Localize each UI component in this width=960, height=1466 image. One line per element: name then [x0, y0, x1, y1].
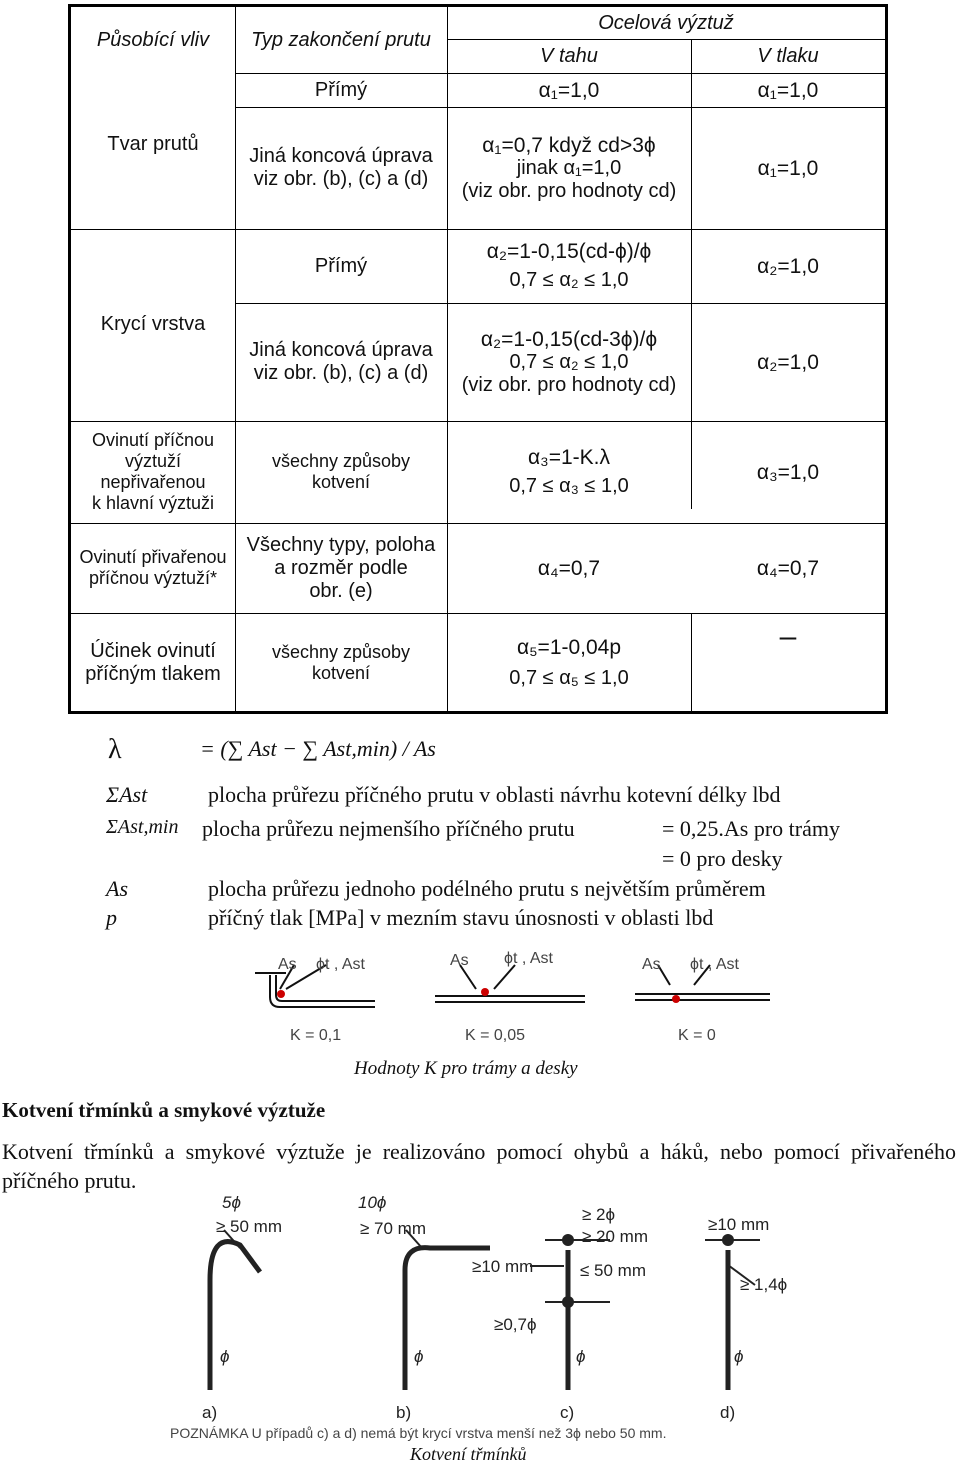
shape-other-compression: α₁=1,0 [757, 156, 819, 180]
p-symbol: p [106, 905, 117, 930]
stirrup-figure-caption: Kotvení třmínků [410, 1444, 527, 1464]
k2-as-label: As [450, 952, 469, 969]
b-bend-label: 10ϕ [358, 1193, 387, 1212]
anchorage-coefficient-table [68, 4, 888, 714]
header-effect: Působící vliv [96, 28, 210, 51]
stirrup-anchorage-figure [160, 1190, 788, 1441]
confinement-welded-type: Všechny typy, poloha a rozměr podle obr. (e) [246, 533, 436, 602]
letter-b: b) [396, 1403, 412, 1422]
shape-other-tension: α₁=0,7 když cd>3ϕ jinak α₁=1,0 (viz obr. pro hodnoty cd) [461, 133, 677, 202]
p-text: příčný tlak [MPa] v mezním stavu únosnosti v oblasti lbd [208, 905, 714, 930]
pressure-type: všechny způsoby kotvení [271, 642, 411, 683]
astmin-text: plocha průřezu nejmenšího příčného prutu [202, 816, 575, 841]
d-right-label: ≥ 1,4ϕ [740, 1275, 788, 1294]
k-value-3: K = 0 [678, 1027, 716, 1044]
k2-ast-label: ϕt , Ast [504, 950, 553, 967]
header-tension: V tahu [540, 44, 598, 67]
c-phi-label: ϕ [576, 1347, 586, 1366]
astmin-beams: = 0,25.As pro trámy [662, 816, 840, 841]
letter-c: c) [560, 1403, 575, 1422]
row-label-shape: Tvar prutů [107, 133, 199, 155]
cover-straight-compression: α₂=1,0 [757, 254, 819, 278]
astmin-slabs: = 0 pro desky [662, 846, 783, 871]
k1-as-label: As [278, 956, 297, 973]
b-phi-label: ϕ [414, 1347, 424, 1366]
cover-other: Jiná koncová úprava viz obr. (b), (c) a (d) [249, 339, 433, 384]
as-symbol: As [106, 876, 128, 901]
c-right-label: ≤ 50 mm [580, 1261, 647, 1280]
k-value-2: K = 0,05 [465, 1027, 526, 1044]
header-bar-end-type: Typ zakončení prutu [251, 28, 431, 51]
a-min-label: ≥ 50 mm [216, 1217, 283, 1236]
k3-ast-label: ϕt , Ast [690, 956, 739, 973]
shape-straight: Přímý [314, 78, 368, 101]
c-top2-label: ≥ 20 mm [582, 1227, 649, 1246]
k1-ast-label: ϕt , Ast [316, 956, 365, 973]
k-value-1: K = 0,1 [290, 1027, 342, 1044]
row-label-confinement-unwelded: Ovinutí příčnou výztuží nepřivařenou k hlavní výztuži [91, 430, 215, 513]
confinement-welded-compression: α₄=0,7 [756, 556, 820, 580]
lambda-formula: = (∑ Ast − ∑ Ast,min) / As [200, 736, 436, 761]
k-values-figure [250, 945, 770, 1050]
cover-other-tension: α₂=1-0,15(cd-3ϕ)/ϕ 0,7 ≤ α₂ ≤ 1,0 (viz obr. pro hodnoty cd) [461, 327, 677, 396]
shape-straight-compression: α₁=1,0 [757, 78, 819, 102]
letter-d: d) [720, 1403, 736, 1422]
cover-straight: Přímý [314, 254, 368, 277]
letter-a: a) [202, 1403, 218, 1422]
d-phi-label: ϕ [734, 1347, 744, 1366]
c-top1-label: ≥ 2ϕ [582, 1205, 616, 1224]
confinement-unwelded-tension: α₃=1-K.λ 0,7 ≤ α₃ ≤ 1,0 [509, 446, 629, 497]
section-paragraph: Kotvení třmínků a smykové výztuže je realizováno pomocí ohybů a háků, nebo pomocí přivařeného příčného prutu. [2, 1139, 956, 1193]
shape-other: Jiná koncová úprava viz obr. (b), (c) a (d) [249, 145, 433, 190]
d-top-label: ≥10 mm [708, 1215, 770, 1234]
k-figure-caption: Hodnoty K pro trámy a desky [354, 1058, 578, 1079]
cover-straight-tension: α₂=1-0,15(cd-ϕ)/ϕ 0,7 ≤ α₂ ≤ 1,0 [486, 240, 652, 291]
row-label-confinement-welded: Ovinutí přivařenou příčnou výztuží* [79, 547, 227, 588]
row-label-pressure: Účinek ovinutí příčným tlakem [85, 640, 221, 685]
pressure-tension: α₅=1-0,04p 0,7 ≤ α₅ ≤ 1,0 [509, 636, 629, 689]
b-min-label: ≥ 70 mm [360, 1219, 427, 1238]
header-steel-reinforcement: Ocelová výztuž [598, 11, 734, 34]
lambda-symbol: λ [108, 734, 122, 765]
k3-as-label: As [642, 956, 661, 973]
pressure-compression: – [779, 620, 797, 653]
confinement-unwelded-type: všechny způsoby kotvení [271, 451, 411, 492]
row-label-cover: Krycí vrstva [100, 313, 206, 335]
confinement-welded-tension: α₄=0,7 [537, 556, 601, 580]
cover-other-compression: α₂=1,0 [757, 350, 819, 374]
ast-text: plocha průřezu příčného prutu v oblasti návrhu kotevní délky lbd [208, 782, 781, 807]
stirrup-note: POZNÁMKA U případů c) a d) nemá být krycí vrstva menší než 3ϕ nebo 50 mm. [170, 1425, 667, 1441]
c-bottom-label: ≥0,7ϕ [494, 1315, 537, 1334]
confinement-unwelded-compression: α₃=1,0 [756, 460, 820, 484]
as-text: plocha průřezu jednoho podélného prutu s největším průměrem [208, 876, 766, 901]
astmin-symbol: ΣAst,min [106, 816, 179, 838]
c-left-label: ≥10 mm [472, 1257, 534, 1276]
section-title: Kotvení třmínků a smykové výztuže [2, 1098, 326, 1122]
header-compression: V tlaku [757, 44, 819, 67]
a-phi-label: ϕ [220, 1347, 230, 1366]
shape-straight-tension: α₁=1,0 [538, 78, 600, 102]
a-bend-label: 5ϕ [222, 1193, 241, 1212]
ast-symbol: ΣAst [106, 782, 148, 807]
